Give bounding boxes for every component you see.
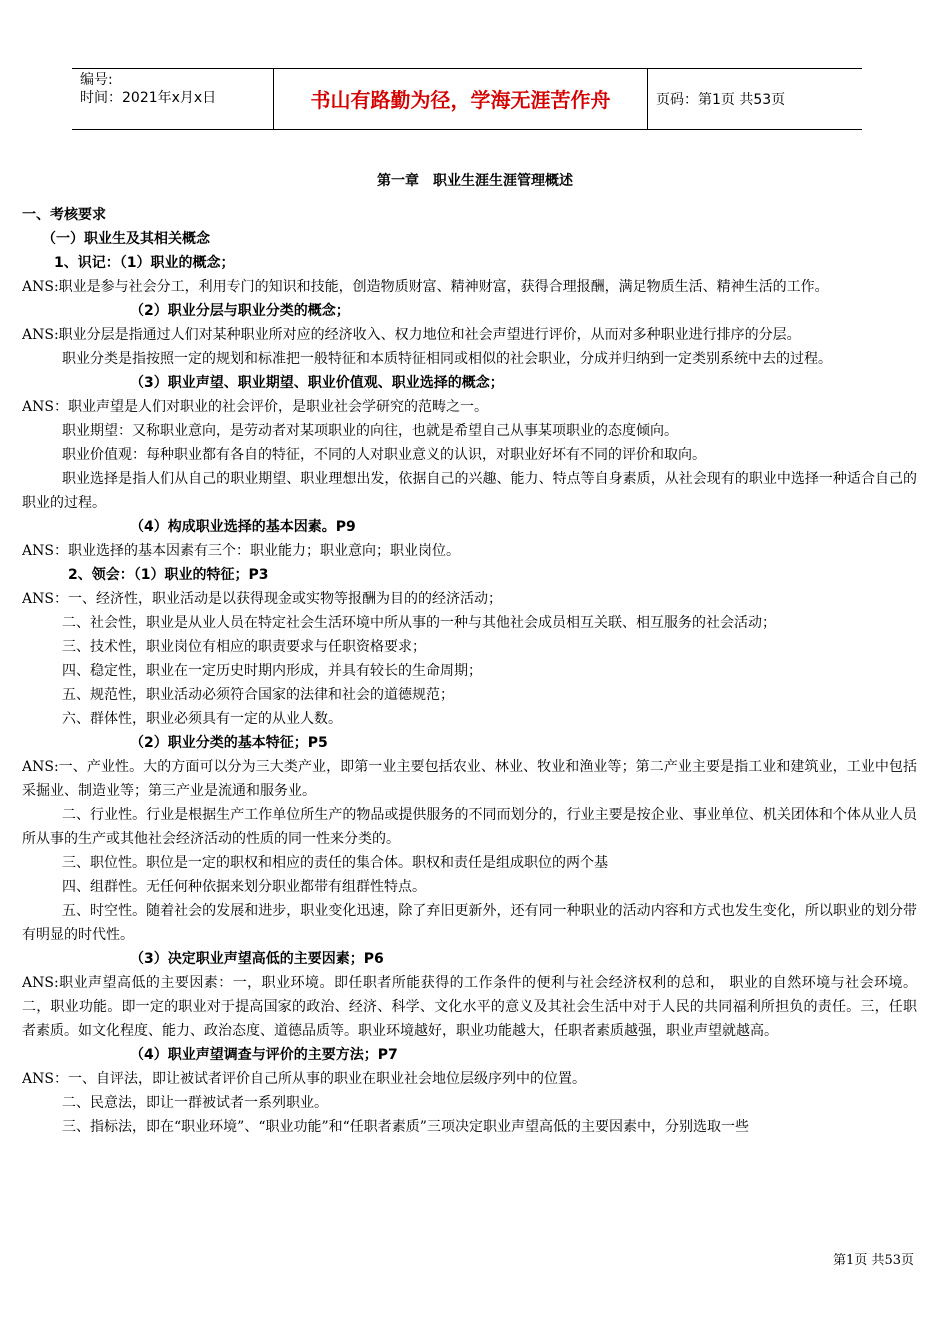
section-heading: 1、识记：（1）职业的概念； — [54, 255, 235, 271]
page-footer: 第1页 共53页 — [833, 1253, 914, 1268]
section-heading: （4）构成职业选择的基本因素。P9 — [130, 519, 356, 535]
document-number-label: 编号: — [80, 72, 113, 88]
section-heading: （2）职业分类的基本特征；P5 — [130, 735, 328, 751]
body-paragraph: 职业选择是指人们从自己的职业期望、职业理想出发，依据自己的兴趣、能力、特点等自身素质，从社会现有的职业中选择一种适合自己的职业的过程。 — [22, 471, 917, 511]
chapter-title: 第一章 职业生涯生涯管理概述 — [377, 173, 573, 189]
header-page-info: 页码：第1页 共53页 — [656, 92, 786, 108]
body-paragraph: 职业分类是指按照一定的规划和标准把一般特征和本质特征相同或相似的社会职业，分成并归纳到一定类别系统中去的过程。 — [62, 351, 832, 367]
body-paragraph: 四、稳定性，职业在一定历史时期内形成，并具有较长的生命周期； — [62, 663, 482, 679]
section-heading: （3）决定职业声望高低的主要因素；P6 — [130, 951, 384, 967]
document-header — [72, 68, 862, 130]
section-heading: ANS：一、经济性，职业活动是以获得现金或实物等报酬为目的的经济活动； — [22, 591, 502, 607]
document-body — [22, 203, 917, 1139]
document-time-label: 时间：2021年x月x日 — [80, 90, 217, 106]
section-heading: ANS:职业分层是指通过人们对某种职业所对应的经济收入、权力地位和社会声望进行评价，从而对多种职业进行排序的分层。 — [22, 327, 801, 343]
body-paragraph: 三、职位性。职位是一定的职权和相应的责任的集合体。职权和责任是组成职位的两个基 — [62, 855, 608, 871]
section-heading: （3）职业声望、职业期望、职业价值观、职业选择的概念； — [130, 375, 504, 391]
body-paragraph: 职业期望：又称职业意向，是劳动者对某项职业的向往，也就是希望自己从事某项职业的态度倾向。 — [62, 423, 678, 439]
body-paragraph: 五、时空性。随着社会的发展和进步，职业变化迅速，除了弃旧更新外，还有同一种职业的活动内容和方式也发生变化，所以职业的划分带有明显的时代性。 — [22, 903, 917, 943]
section-heading: （一）职业生及其相关概念 — [42, 231, 210, 247]
section-heading: （4）职业声望调查与评价的主要方法；P7 — [130, 1047, 398, 1063]
section-heading: ANS：职业声望是人们对职业的社会评价，是职业社会学研究的范畴之一。 — [22, 399, 488, 415]
header-meta — [80, 71, 216, 107]
body-paragraph: 六、群体性，职业必须具有一定的从业人数。 — [62, 711, 342, 727]
header-divider — [647, 69, 648, 129]
section-heading: ANS：职业选择的基本因素有三个：职业能力；职业意向；职业岗位。 — [22, 543, 460, 559]
body-paragraph: 二、行业性。行业是根据生产工作单位所生产的物品或提供服务的不同而划分的，行业主要是按企业、事业单位、机关团体和个体从业人员所从事的生产或其他社会经济活动的性质的同一性来分类的。 — [22, 807, 917, 847]
body-paragraph: 三、指标法，即在“职业环境”、“职业功能”和“任职者素质”三项决定职业声望高低的主要因素中，分别选取一些 — [62, 1119, 749, 1135]
section-heading: ANS:一、产业性。大的方面可以分为三大类产业，即第一业主要包括农业、林业、牧业和渔业等；第二产业主要是指工业和建筑业，工业中包括采掘业、制造业等；第三产业是流通和服务业。 — [22, 759, 917, 799]
body-paragraph: 四、组群性。无任何种依据来划分职业都带有组群性特点。 — [62, 879, 426, 895]
section-heading: ANS：一、自评法，即让被试者评价自己所从事的职业在职业社会地位层级序列中的位置。 — [22, 1071, 586, 1087]
section-heading: （2）职业分层与职业分类的概念； — [130, 303, 350, 319]
body-paragraph: 二、民意法，即让一群被试者一系列职业。 — [62, 1095, 328, 1111]
body-paragraph: 三、技术性，职业岗位有相应的职责要求与任职资格要求； — [62, 639, 426, 655]
body-paragraph: 二、社会性，职业是从业人员在特定社会生活环境中所从事的一种与其他社会成员相互关联、相互服务的社会活动； — [62, 615, 776, 631]
section-heading: ANS:职业声望高低的主要因素：一，职业环境。即任职者所能获得的工作条件的便利与社会经济权利的总和， 职业的自然环境与社会环境。二，职业功能。即一定的职业对于提高国家的政治、经济、科学、文化水平的意义及其社会生活中对于人民的共同福利所担负的责任。三，任职者素质。如文化程度、能力、政治态度、道德品质等。职业环境越好，职业功能越大，任职者素质越强，职业声望就越高。 — [22, 975, 917, 1039]
body-paragraph: 职业价值观：每种职业都有各自的特征，不同的人对职业意义的认识，对职业好坏有不同的评价和取向。 — [62, 447, 706, 463]
body-paragraph: 五、规范性，职业活动必须符合国家的法律和社会的道德规范； — [62, 687, 454, 703]
section-heading: 2、领会：（1）职业的特征；P3 — [68, 567, 269, 583]
header-motto: 书山有路勤为径，学海无涯苦作舟 — [310, 88, 611, 112]
section-heading: 一、考核要求 — [22, 207, 106, 223]
section-heading: ANS:职业是参与社会分工，利用专门的知识和技能，创造物质财富、精神财富，获得合理报酬，满足物质生活、精神生活的工作。 — [22, 279, 829, 295]
